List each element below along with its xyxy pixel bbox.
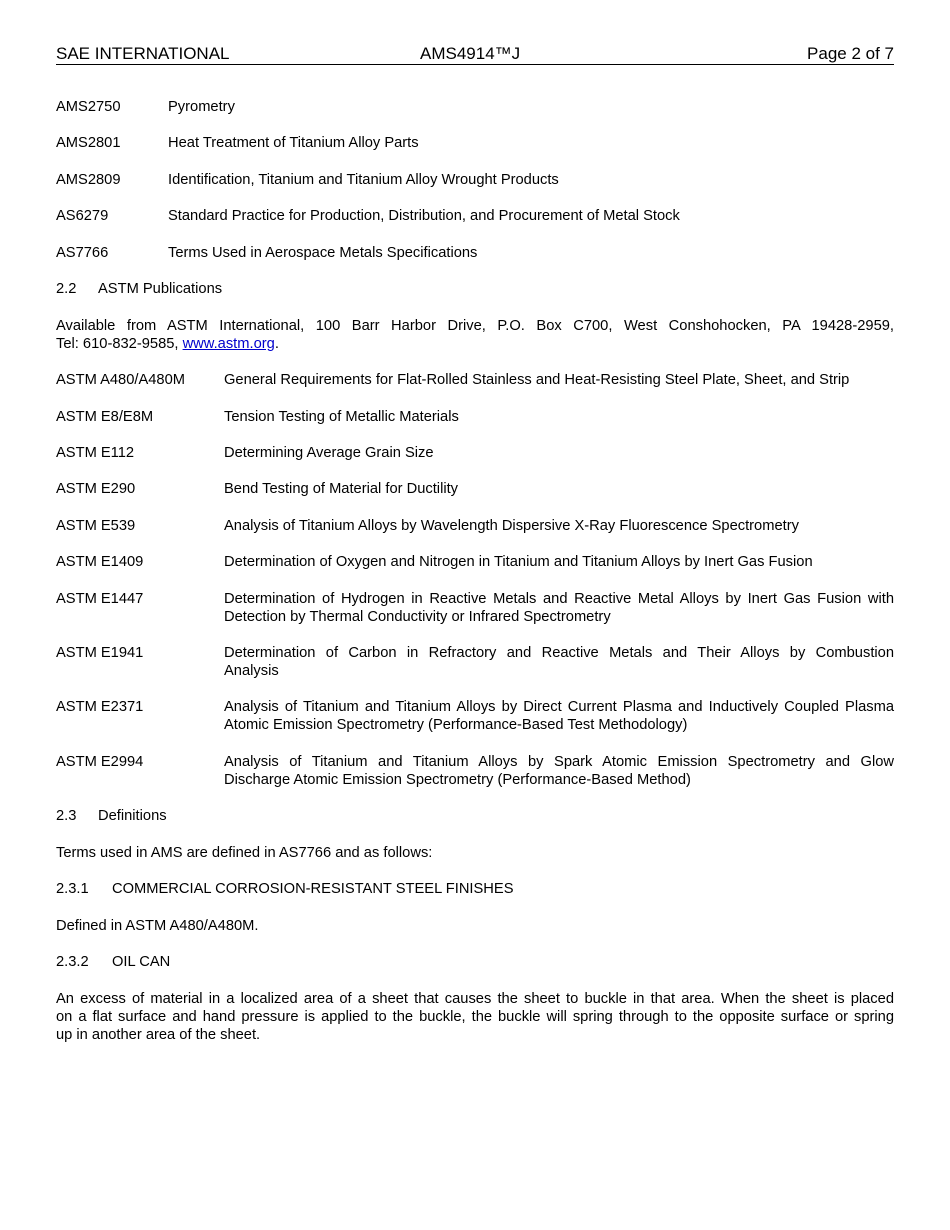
- astm-website-link[interactable]: www.astm.org: [182, 336, 275, 352]
- availability-line: [56, 335, 894, 353]
- availability-tel: Tel: 610-832-9585,: [56, 336, 183, 352]
- header-page-number: Page 2 of 7: [807, 44, 894, 63]
- reference-code: AMS2809: [56, 172, 121, 188]
- reference-title-line: Analysis of Titanium and Titanium Alloys by Spark Atomic Emission Spectrometry and Glow: [224, 754, 894, 770]
- reference-title: [224, 444, 894, 462]
- reference-code: ASTM E2371: [56, 699, 144, 715]
- reference-title-line: Analysis of Titanium and Titanium Alloys by Direct Current Plasma and Inductively Coupled Plasma: [224, 699, 894, 715]
- section-title: COMMERCIAL CORROSION-RESISTANT STEEL FINISHES: [112, 881, 514, 897]
- definition-line: on a flat surface and hand pressure is applied to the buckle, the buckle will spring through to the opposite surface or spring: [56, 1009, 894, 1025]
- reference-code: ASTM A480/A480M: [56, 372, 185, 388]
- section-number: 2.3.1: [56, 881, 89, 897]
- reference-code: ASTM E290: [56, 481, 136, 497]
- header-org: SAE INTERNATIONAL: [56, 44, 230, 63]
- reference-title-line: Determining Average Grain Size: [224, 445, 434, 461]
- reference-code: AMS2801: [56, 135, 121, 151]
- reference-title: [224, 371, 894, 389]
- section-number: 2.3: [56, 808, 77, 824]
- reference-title-line: Detection by Thermal Conductivity or Infrared Spectrometry: [224, 609, 611, 625]
- definition-body: [56, 990, 894, 1044]
- reference-title-line: Discharge Atomic Emission Spectrometry (Performance-Based Method): [224, 772, 691, 788]
- reference-title: [224, 517, 894, 535]
- availability-suffix: .: [274, 336, 279, 352]
- reference-title-line: Tension Testing of Metallic Materials: [224, 409, 459, 425]
- reference-code: ASTM E8/E8M: [56, 409, 154, 425]
- definition-line: up in another area of the sheet.: [56, 1027, 261, 1043]
- reference-title-line: Determination of Oxygen and Nitrogen in Titanium and Titanium Alloys by Inert Gas Fusion: [224, 554, 813, 570]
- definition-line: An excess of material in a localized area of a sheet that causes the sheet to buckle in that area. When the sheet is placed: [56, 991, 894, 1007]
- reference-title: Pyrometry: [168, 99, 235, 115]
- section-title: ASTM Publications: [98, 281, 223, 297]
- reference-title: [224, 644, 894, 680]
- reference-title-line: Determination of Carbon in Refractory and Reactive Metals and Their Alloys by Combustion: [224, 645, 894, 661]
- reference-title-line: Bend Testing of Material for Ductility: [224, 481, 459, 497]
- reference-code: AS7766: [56, 245, 109, 261]
- reference-title: [224, 753, 894, 789]
- reference-title: Heat Treatment of Titanium Alloy Parts: [168, 135, 419, 151]
- reference-title-line: Analysis of Titanium Alloys by Wavelength Dispersive X-Ray Fluorescence Spectrometry: [224, 518, 799, 534]
- section-heading-2-2: [56, 280, 76, 298]
- reference-code: AMS2750: [56, 99, 121, 115]
- section-heading-2-3: [56, 807, 76, 825]
- reference-title-line: Determination of Hydrogen in Reactive Metals and Reactive Metal Alloys by Inert Gas Fusion with: [224, 591, 894, 607]
- reference-code: ASTM E1447: [56, 591, 144, 607]
- reference-title: Standard Practice for Production, Distribution, and Procurement of Metal Stock: [168, 208, 680, 224]
- header-doc-number: AMS4914™J: [420, 44, 521, 63]
- reference-title: Identification, Titanium and Titanium Alloy Wrought Products: [168, 172, 559, 188]
- reference-title: [224, 698, 894, 734]
- section-heading-2-3-1: [56, 880, 89, 898]
- section-title: Definitions: [98, 808, 167, 824]
- reference-title: [224, 408, 894, 426]
- section-number: 2.2: [56, 281, 77, 297]
- reference-code: ASTM E539: [56, 518, 136, 534]
- definitions-intro: Terms used in AMS are defined in AS7766 and as follows:: [56, 845, 433, 861]
- availability-line: Available from ASTM International, 100 Barr Harbor Drive, P.O. Box C700, West Conshohocken, PA 19428-2959,: [56, 318, 894, 334]
- section-number: 2.3.2: [56, 954, 89, 970]
- definition-body: Defined in ASTM A480/A480M.: [56, 918, 259, 934]
- reference-code: ASTM E1941: [56, 645, 144, 661]
- section-heading-2-3-2: [56, 953, 89, 971]
- section-title: OIL CAN: [112, 954, 171, 970]
- reference-title: [224, 590, 894, 626]
- reference-code: ASTM E1409: [56, 554, 144, 570]
- reference-code: ASTM E112: [56, 445, 135, 461]
- reference-title: [224, 480, 894, 498]
- reference-title-line: General Requirements for Flat-Rolled Stainless and Heat-Resisting Steel Plate, Sheet, and Strip: [224, 372, 850, 388]
- reference-title: [224, 553, 894, 571]
- reference-title: Terms Used in Aerospace Metals Specifications: [168, 245, 478, 261]
- reference-code: ASTM E2994: [56, 754, 144, 770]
- availability-paragraph: [56, 317, 894, 353]
- page-header: [56, 44, 894, 65]
- reference-code: AS6279: [56, 208, 109, 224]
- reference-title-line: Atomic Emission Spectrometry (Performance-Based Test Methodology): [224, 717, 688, 733]
- reference-title-line: Analysis: [224, 663, 279, 679]
